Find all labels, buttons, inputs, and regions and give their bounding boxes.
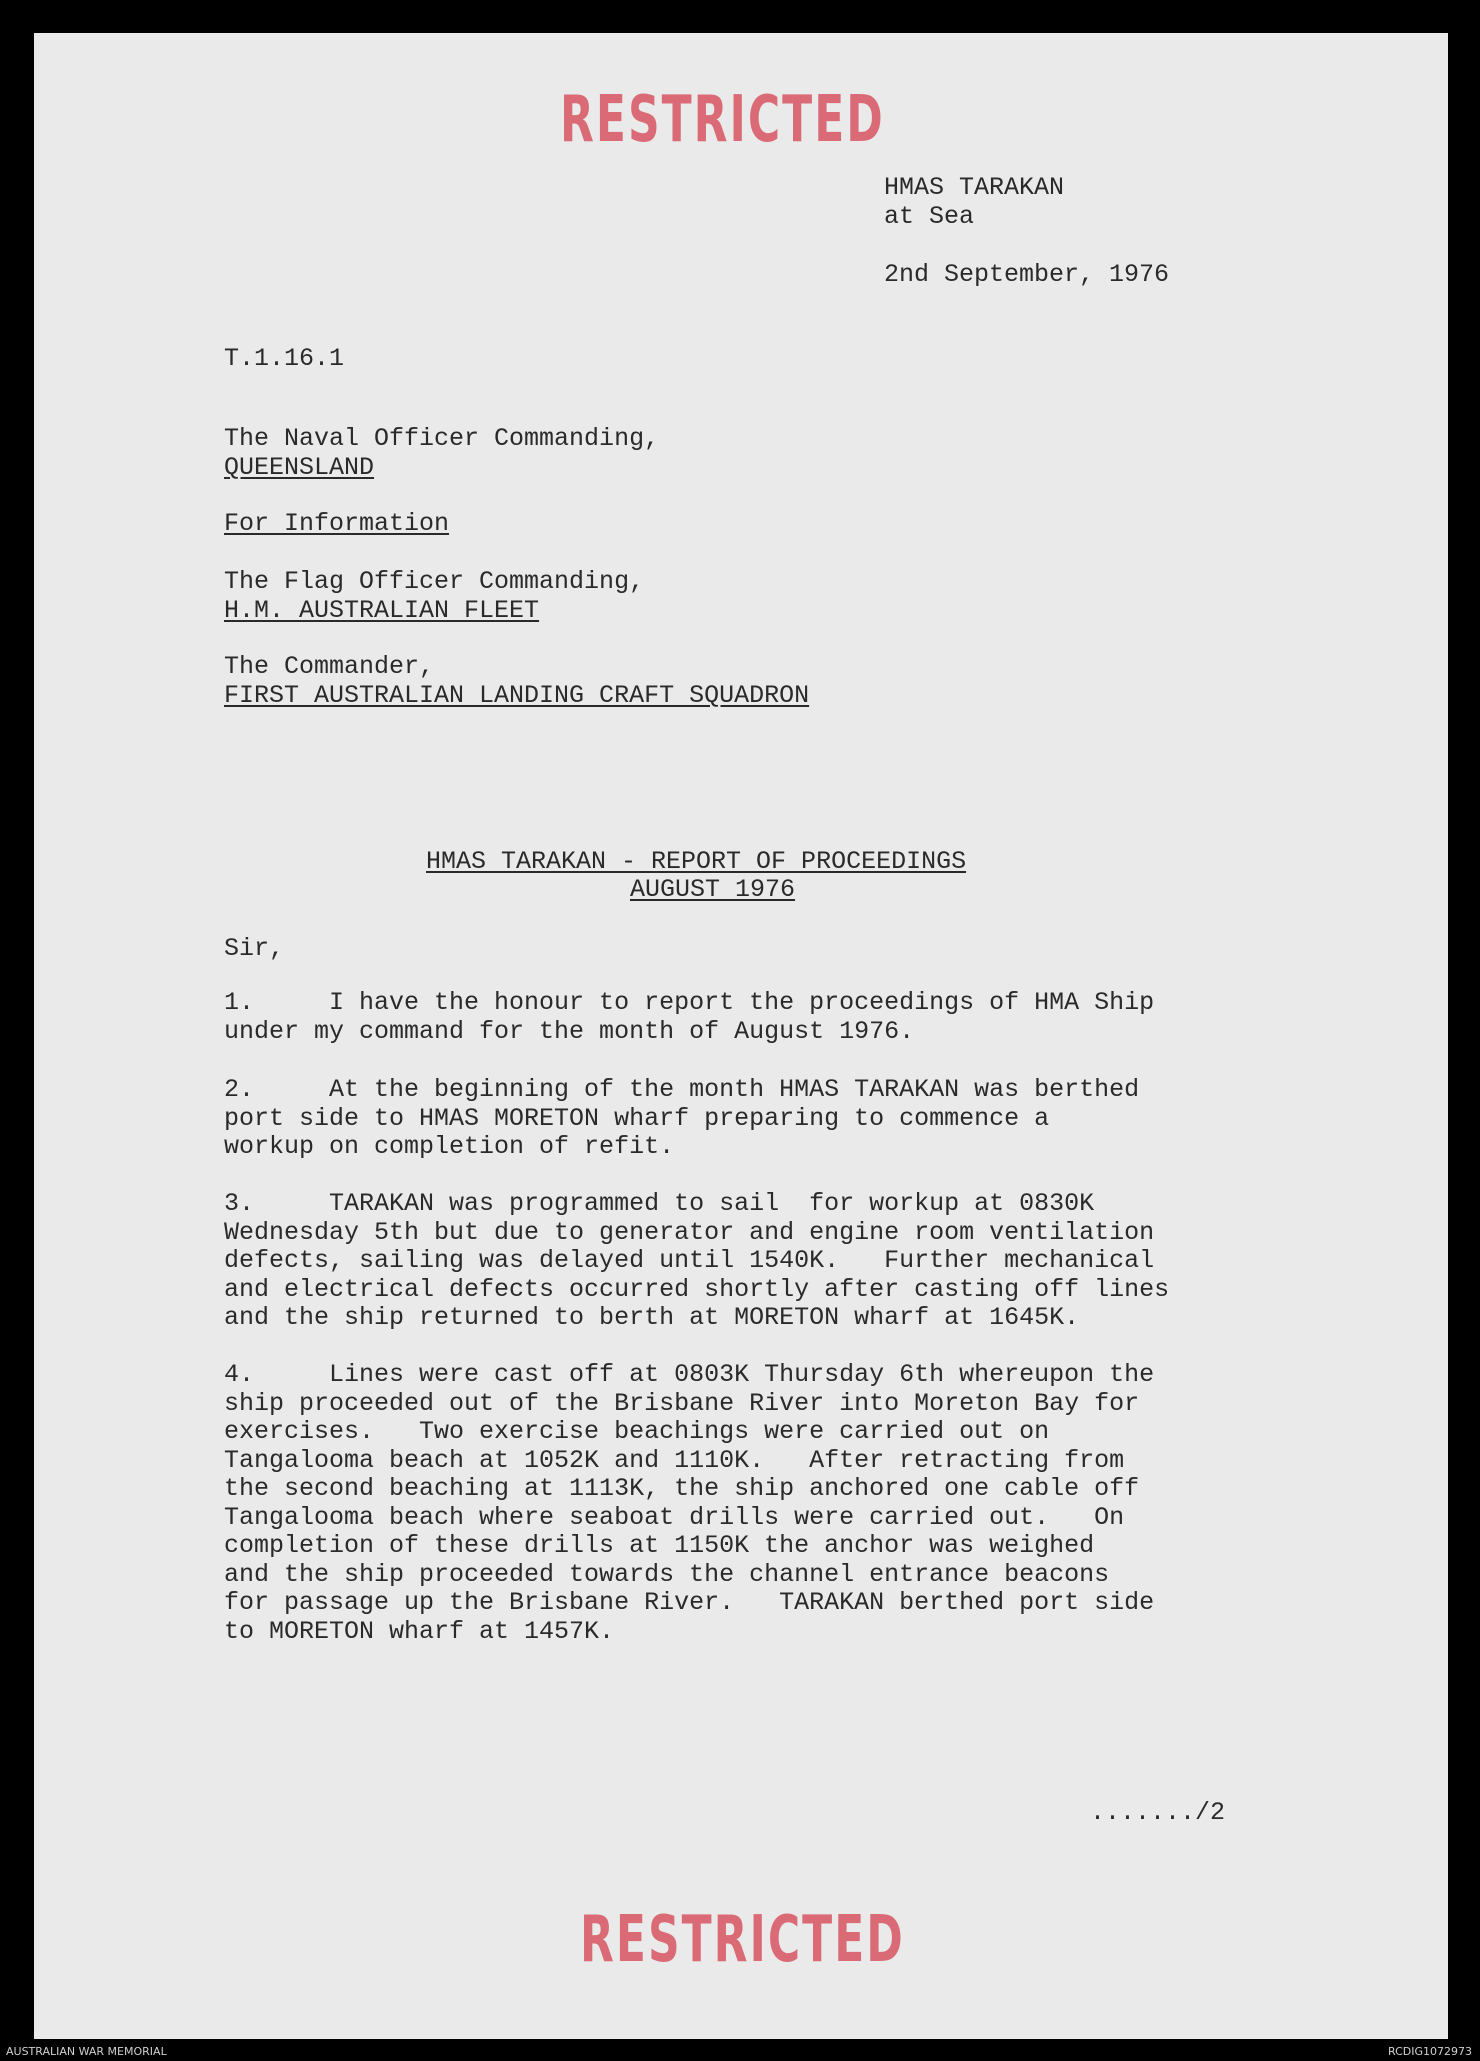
for-information-heading: For Information	[224, 509, 450, 538]
info2-line-2: FIRST AUSTRALIAN LANDING CRAFT SQUADRON	[224, 681, 810, 710]
footer-record-id: RCDIG1072973	[1387, 2045, 1472, 2058]
reference-number: T.1.16.1	[224, 344, 345, 373]
info1-line-2: H.M. AUSTRALIAN FLEET	[224, 596, 540, 625]
subject-line-2: AUGUST 1976	[630, 875, 796, 904]
info2-line-1: The Commander,	[224, 652, 435, 681]
paragraph-1: 1. I have the honour to report the proceedings of HMA Ship under my command for the month of August 1976.	[224, 988, 1155, 1046]
footer-archive-name: AUSTRALIAN WAR MEMORIAL	[6, 2045, 167, 2058]
addressee-line-1: The Naval Officer Commanding,	[224, 424, 660, 453]
subject-line-1: HMAS TARAKAN - REPORT OF PROCEEDINGS	[426, 847, 967, 876]
sender-line-1: HMAS TARAKAN	[884, 173, 1065, 202]
letter-date: 2nd September, 1976	[884, 260, 1170, 289]
restricted-stamp-top: RESTRICTED	[560, 83, 885, 158]
addressee-line-2: QUEENSLAND	[224, 453, 375, 482]
paragraph-3: 3. TARAKAN was programmed to sail for workup at 0830K Wednesday 5th but due to generator and engine room ventilation defects, sailing was delayed until 1540K. Further mechanical and electrical defects occurred shortly after casting off lines and the ship returned to berth at MORETON wharf at 1645K.	[224, 1189, 1170, 1332]
sender-line-2: at Sea	[884, 202, 975, 231]
paragraph-2: 2. At the beginning of the month HMAS TARAKAN was berthed port side to HMAS MORETON wharf preparing to commence a workup on completion of refit.	[224, 1075, 1140, 1161]
salutation: Sir,	[224, 934, 285, 963]
restricted-stamp-bottom: RESTRICTED	[580, 1903, 905, 1978]
document-page	[34, 33, 1448, 2039]
continuation-marker: ......./2	[1090, 1798, 1226, 1827]
info1-line-1: The Flag Officer Commanding,	[224, 567, 645, 596]
paragraph-4: 4. Lines were cast off at 0803K Thursday 6th whereupon the ship proceeded out of the Brisbane River into Moreton Bay for exercises. Two exercise beachings were carried out on Tangalooma beach at 1052K and 1110K. After retracting from the second beaching at 1113K, the ship anchored one cable off Tangalooma beach where seaboat drills were carried out. On completion of these drills at 1150K the anchor was weighed and the ship proceeded towards the channel entrance beacons for passage up the Brisbane River. TARAKAN berthed port side to MORETON wharf at 1457K.	[224, 1360, 1155, 1646]
